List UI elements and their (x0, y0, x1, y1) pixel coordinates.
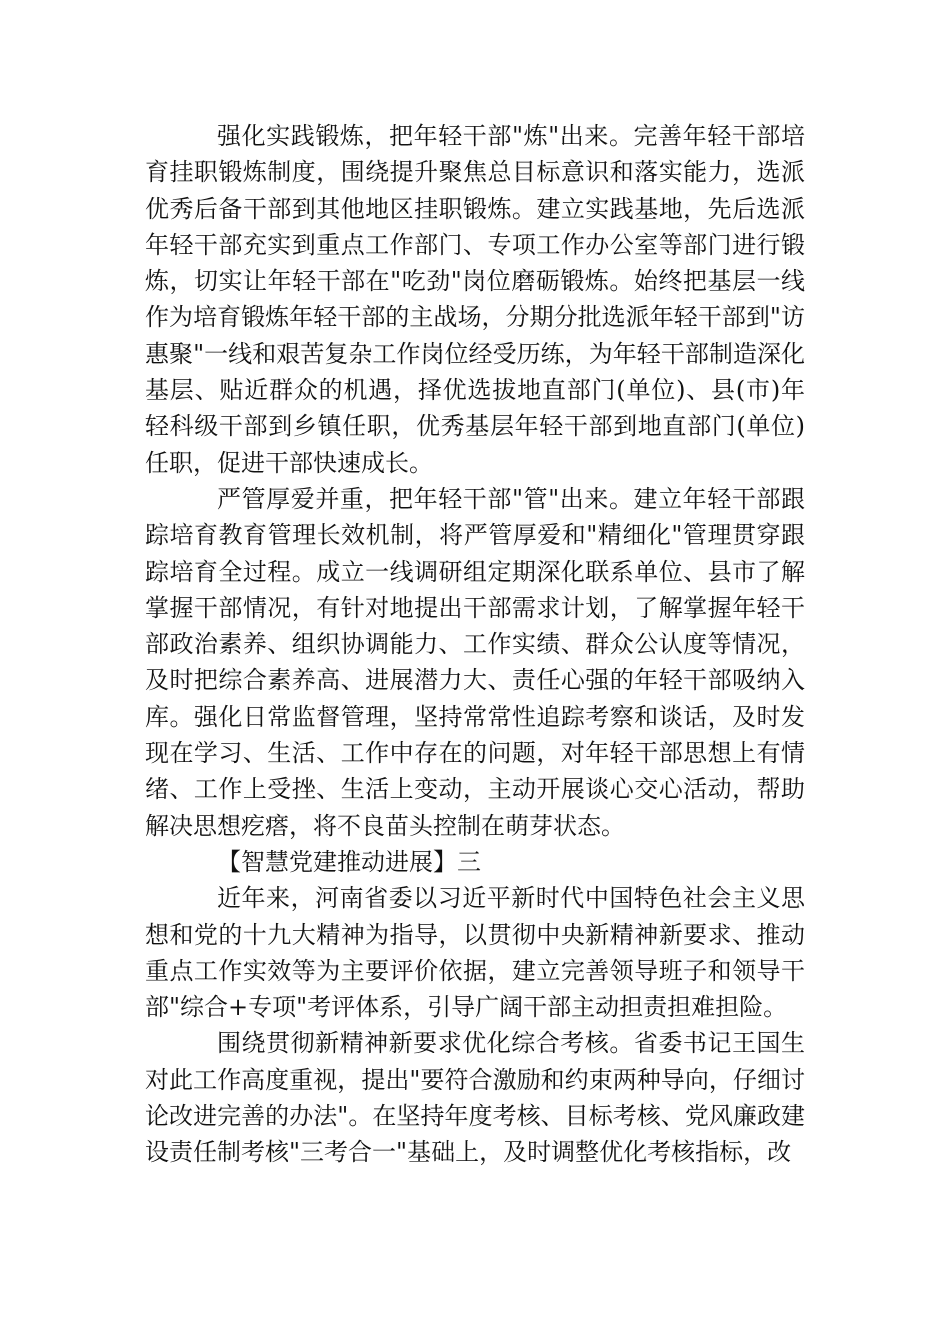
paragraph-practice-training: 强化实践锻炼，把年轻干部"炼"出来。完善年轻干部培育挂职锻炼制度，围绕提升聚焦总目标意识和落实能力，选派优秀后备干部到其他地区挂职锻炼。建立实践基地，先后选派年轻干部充实到重点工作部门、专项工作办公室等部门进行锻炼，切实让年轻干部在"吃劲"岗位磨砺锻炼。始终把基层一线作为培育锻炼年轻干部的主战场，分期分批选派年轻干部到"访惠聚"一线和艰苦复杂工作岗位经受历练，为年轻干部制造深化基层、贴近群众的机遇，择优选拔地直部门(单位)、县(市)年轻科级干部到乡镇任职，优秀基层年轻干部到地直部门(单位)任职，促进干部快速成长。 (145, 122, 805, 477)
paragraph-strict-management: 严管厚爱并重，把年轻干部"管"出来。建立年轻干部跟踪培育教育管理长效机制，将严管厚爱和"精细化"管理贯穿跟踪培育全过程。成立一线调研组定期深化联系单位、县市了解掌握干部情况，有针对地提出干部需求计划，了解掌握年轻干部政治素养、组织协调能力、工作实绩、群众公认度等情况，及时把综合素养高、进展潜力大、责任心强的年轻干部吸纳入库。强化日常监督管理，坚持常常性追踪考察和谈话，及时发现在学习、生活、工作中存在的问题，对年轻干部思想上有情绪、工作上受挫、生活上变动，主动开展谈心交心活动，帮助解决思想疙瘩，将不良苗头控制在萌芽状态。 (145, 484, 805, 840)
document-page (145, 118, 805, 1171)
paragraph-comprehensive-assessment: 围绕贯彻新精神新要求优化综合考核。省委书记王国生对此工作高度重视，提出"要符合激励和约束两种导向，仔细讨论改进完善的办法"。在坚持年度考核、目标考核、党风廉政建设责任制考核"三考合一"基础上，及时调整优化考核指标，改 (145, 1029, 805, 1167)
section-heading: 【智慧党建推动进展】三 (217, 847, 481, 876)
paragraph-henan-evaluation: 近年来，河南省委以习近平新时代中国特色社会主义思想和党的十九大精神为指导，以贯彻中央新精神新要求、推动重点工作实效等为主要评价依据，建立完善领导班子和领导干部"综合+专项"考评体系，引导广阔干部主动担责担难担险。 (145, 884, 805, 1022)
